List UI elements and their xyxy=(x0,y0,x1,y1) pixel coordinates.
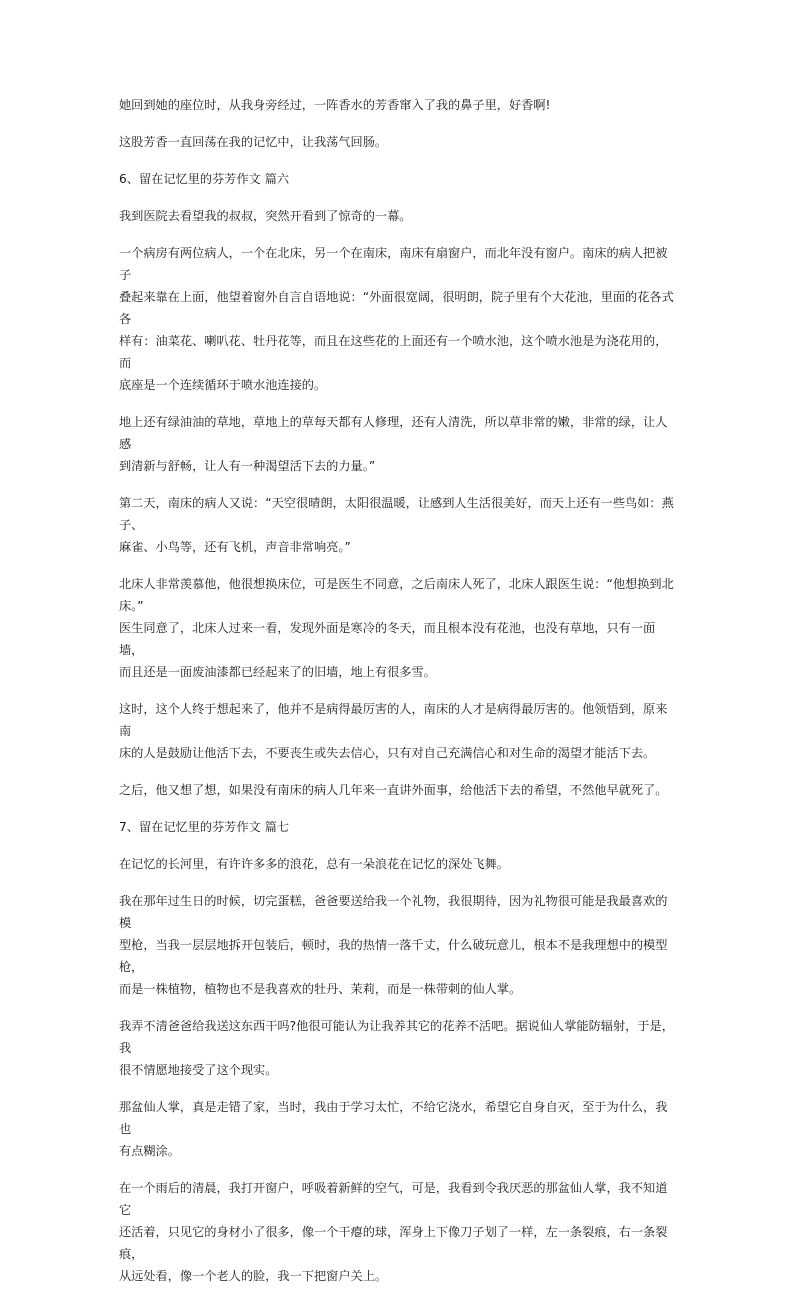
paragraph: 她回到她的座位时，从我身旁经过，一阵香水的芳香窜入了我的鼻子里，好香啊! xyxy=(119,98,551,112)
paragraph: 在记忆的长河里，有许许多多的浪花，总有一朵浪花在记忆的深处飞舞。 xyxy=(119,857,509,871)
paragraph: 在一个雨后的清晨，我打开窗户，呼吸着新鲜的空气，可是，我看到令我厌恶的那盆仙人掌，我不知道它 还活着，只见它的身材小了很多，像一个干瘪的球，浑身上下像刀子划了一样，左一条裂痕，右一条裂痕， 从远处看，像一个老人的脸，我一下把窗户关上。 xyxy=(119,1181,668,1283)
paragraph: 一个病房有两位病人，一个在北床，另一个在南床，南床有扇窗户，而北年没有窗户。南床的病人把被子 叠起来靠在上面，他望着窗外自言自语地说：“外面很宽阔，很明朗，院子里有个大花池，里面的花各式各 样有：油菜花、喇叭花、牡丹花等，而且在这些花的上面还有一个喷水池，这个喷水池是为浇花用的，而 底座是一个连续循环于喷水池连接的。 xyxy=(119,246,674,392)
paragraph: 我在那年过生日的时候，切完蛋糕，爸爸要送给我一个礼物，我很期待，因为礼物很可能是我最喜欢的模 型枪，当我一层层地拆开包装后，顿时，我的热情一落千丈，什么破玩意儿，根本不是我理想中的模型枪， 而是一株植物，植物也不是我喜欢的牡丹、茉莉，而是一株带刺的仙人掌。 xyxy=(119,894,668,996)
paragraph: 北床人非常羡慕他，他很想换床位，可是医生不同意，之后南床人死了，北床人跟医生说：“他想换到北床。” 医生同意了，北床人过来一看，发现外面是寒冷的冬天，而且根本没有花池，也没有草地，只有一面墙， 而且还是一面废油漆都已经起来了的旧墙，地上有很多雪。 xyxy=(119,577,674,679)
section-heading: 7、留在记忆里的芬芳作文 篇七 xyxy=(119,820,290,834)
paragraph: 那盆仙人掌，真是走错了家，当时，我由于学习太忙，不给它浇水，希望它自身自灭，至于为什么，我也 有点糊涂。 xyxy=(119,1100,668,1158)
paragraph: 这时，这个人终于想起来了，他并不是病得最厉害的人，南床的人才是病得最厉害的。他领悟到，原来南 床的人是鼓励让他活下去，不要丧生或失去信心，只有对自己充满信心和对生命的渴望才能活下去。 xyxy=(119,702,668,760)
paragraph: 我弄不清爸爸给我送这东西干吗?他很可能认为让我养其它的花养不活吧。据说仙人掌能防辐射，于是，我 很不情愿地接受了这个现实。 xyxy=(119,1019,674,1077)
section-heading: 6、留在记忆里的芬芳作文 篇六 xyxy=(119,172,290,186)
paragraph: 这股芳香一直回荡在我的记忆中，让我荡气回肠。 xyxy=(119,135,388,149)
paragraph: 第二天，南床的病人又说：“天空很晴朗，太阳很温暖，让感到人生活很美好，而天上还有一些鸟如：燕子、 麻雀、小鸟等，还有飞机，声音非常响亮。” xyxy=(119,496,674,554)
paragraph: 我到医院去看望我的叔叔，突然开看到了惊奇的一幕。 xyxy=(119,209,412,223)
paragraph: 地上还有绿油油的草地，草地上的草每天都有人修理，还有人清洗，所以草非常的嫩，非常的绿，让人感 到清新与舒畅，让人有一种渴望活下去的力量。” xyxy=(119,415,668,473)
paragraph: 之后，他又想了想，如果没有南床的病人几年来一直讲外面事，给他活下去的希望，不然他早就死了。 xyxy=(119,783,668,797)
document-page xyxy=(119,94,679,1302)
